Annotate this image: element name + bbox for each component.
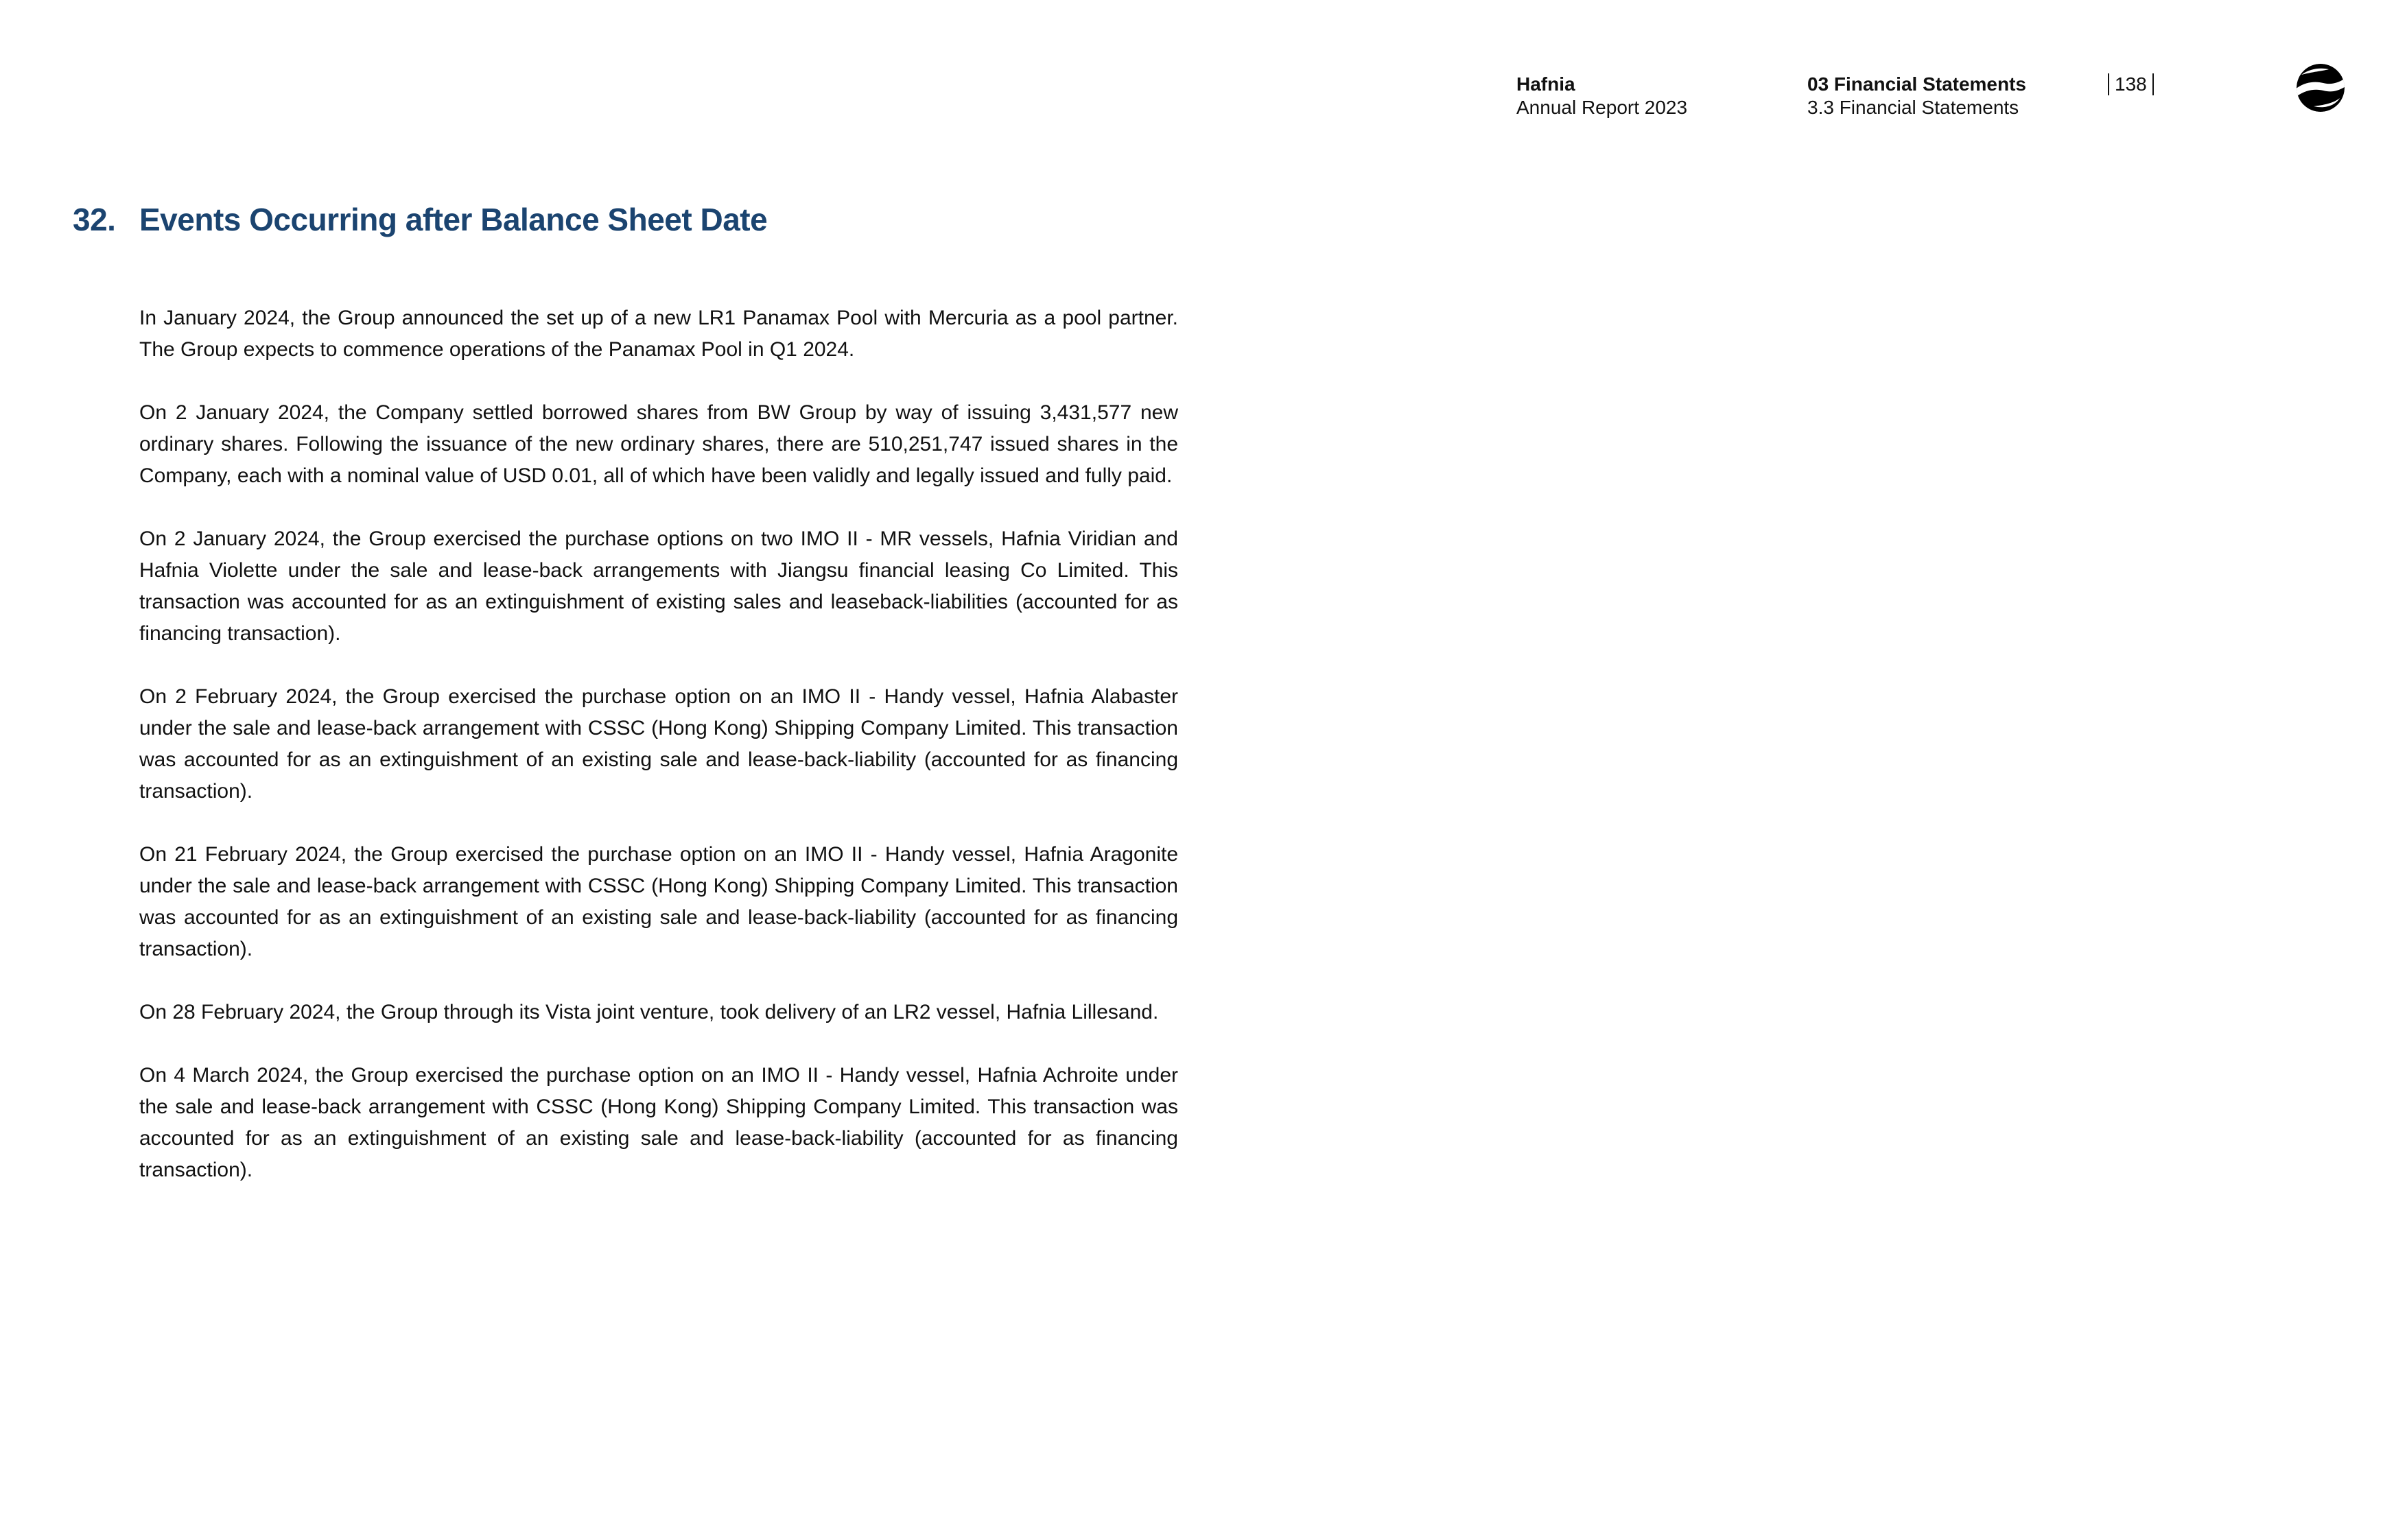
section-name: 03 Financial Statements bbox=[1807, 73, 2027, 95]
page-number-divider-right bbox=[2152, 73, 2154, 95]
hafnia-logo-icon bbox=[2294, 62, 2347, 113]
page-title bbox=[73, 200, 767, 239]
note-title: Events Occurring after Balance Sheet Date bbox=[139, 202, 768, 237]
paragraph: On 21 February 2024, the Group exercised the purchase option on an IMO II - Handy vessel, Hafnia Aragonite under the sale and lease-back arrangement with CSSC (Hong Kong) Shipping Company Limited. This transaction was accounted for as an extinguishment of an existing sale and lease-back-liability (accounted for as financing transaction). bbox=[139, 843, 1178, 960]
paragraph: On 2 January 2024, the Group exercised the purchase options on two IMO II - MR vessels, Hafnia Viridian and Hafnia Violette under the sale and lease-back arrangements with Jiangsu financial leasing Co Limited. This transaction was accounted for as an extinguishment of existing sales and leaseback-liabilities (accounted for as financing transaction). bbox=[139, 528, 1178, 645]
note-body bbox=[139, 303, 1178, 1218]
brand-name: Hafnia bbox=[1516, 73, 1575, 95]
paragraph: On 4 March 2024, the Group exercised the purchase option on an IMO II - Handy vessel, Hafnia Achroite under the sale and lease-back arrangement with CSSC (Hong Kong) Shipping Company Limited. This transaction was accounted for as an extinguishment of an existing sale and lease-back-liability (accounted for as financing transaction). bbox=[139, 1064, 1178, 1181]
page-number-value: 138 bbox=[2115, 73, 2147, 95]
paragraph: On 2 February 2024, the Group exercised the purchase option on an IMO II - Handy vessel, Hafnia Alabaster under the sale and lease-back arrangement with CSSC (Hong Kong) Shipping Company Limited. This transaction was accounted for as an extinguishment of an existing sale and lease-back-liability (accounted for as financing transaction). bbox=[139, 685, 1178, 803]
paragraph: On 2 January 2024, the Company settled borrowed shares from BW Group by way of issuing 3,431,577 new ordinary shares. Following the issuance of the new ordinary shares, there are 510,251,747 issued shares in the Company, each with a nominal value of USD 0.01, all of which have been validly and legally issued and fully paid. bbox=[139, 401, 1178, 487]
header-section bbox=[1807, 73, 2026, 119]
paragraph: On 28 February 2024, the Group through its Vista joint venture, took delivery of an LR2 vessel, Hafnia Lillesand. bbox=[139, 1001, 1159, 1023]
paragraph: In January 2024, the Group announced the set up of a new LR1 Panamax Pool with Mercuria as a pool partner. The Group expects to commence operations of the Panamax Pool in Q1 2024. bbox=[139, 307, 1178, 361]
report-name: Annual Report 2023 bbox=[1516, 97, 1688, 118]
page-number bbox=[2108, 73, 2154, 96]
subsection-name: 3.3 Financial Statements bbox=[1807, 97, 2019, 118]
header-brand bbox=[1516, 73, 1687, 119]
note-number: 32. bbox=[73, 202, 116, 237]
